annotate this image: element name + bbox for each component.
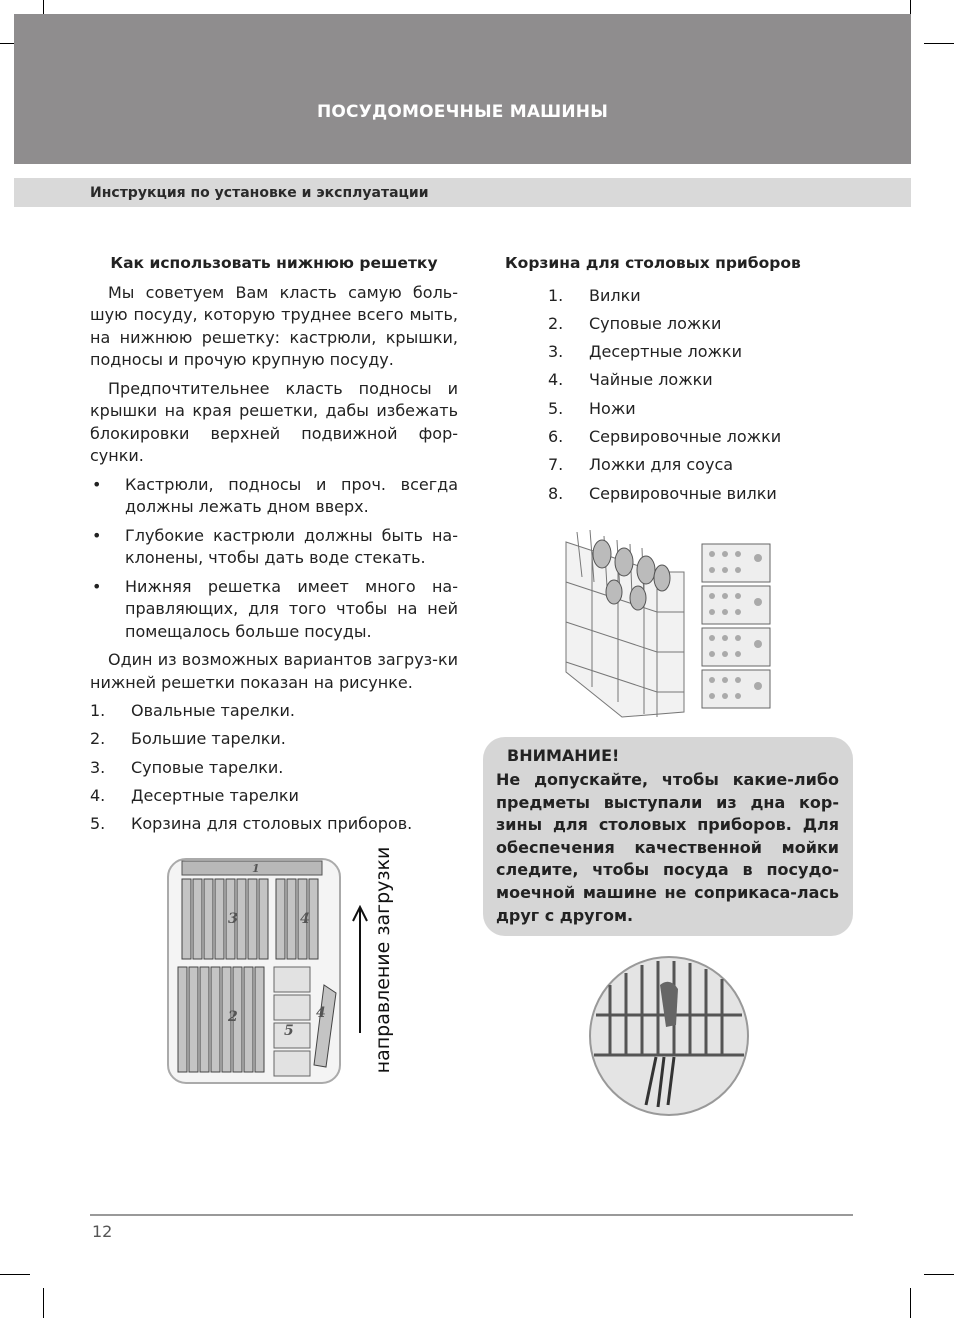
list-item: 6. Сервировочные ложки [548,426,782,446]
cutlery-list [505,285,855,511]
list-item: 5. Ножи [548,398,636,418]
dish-list [90,700,458,841]
bullet-icon: • [92,576,102,596]
bullet-text: Глубокие кастрюли должны быть на-клонены, чтобы дать воде стекать. [125,525,458,567]
svg-text:3: 3 [228,911,238,927]
load-direction-arrow-icon [350,905,370,1035]
paragraph: Мы советуем Вам класть самую боль-шую посуду, которую труднее всего мыть, на нижнюю решетку: кастрюли, крышки, подносы и прочую крупную посуду. [90,282,458,369]
subheader-band [14,178,911,207]
list-item: 4. Чайные ложки [548,370,713,390]
bullet-item [90,576,458,644]
list-item: 2. Большие тарелки. [90,729,286,749]
bullet-text: Кастрюли, подносы и проч. всегда должны лежать дном вверх. [125,474,458,516]
list-item: 7. Ложки для соуса [548,455,734,475]
left-heading: Как использовать нижнюю решетку [110,254,438,272]
list-item: 8. Сервировочные вилки [548,483,777,503]
bullet-text: Нижняя решетка имеет много на-правляющих, для того чтобы на ней помещалось больше посуды. [125,576,458,641]
basket-detail-illustration [588,955,750,1117]
list-item: 3. Десертные ложки [548,342,742,362]
warning-box [483,737,853,936]
page-title: ПОСУДОМОЕЧНЫЕ МАШИНЫ [316,102,609,122]
bullet-icon: • [92,525,102,545]
load-direction-label: направление загрузки [372,846,394,1074]
right-heading: Корзина для столовых приборов [505,254,801,272]
lower-rack-diagram [164,855,344,1087]
crop-mark [924,1274,954,1275]
svg-text:1: 1 [252,862,260,875]
document-subtitle: Инструкция по установке и эксплуатации [90,185,429,201]
footer-divider [90,1214,853,1216]
page-number: 12 [92,1222,113,1241]
paragraph: Предпочтительнее класть подносы и крышки на края решетки, дабы избежать блокировки верхней подвижной фор-сунки. [90,378,458,465]
crop-mark [924,43,954,44]
crop-mark [43,1288,44,1318]
svg-text:2: 2 [228,1009,238,1025]
list-item: 5. Корзина для столовых приборов. [90,814,413,834]
svg-text:4: 4 [316,1005,326,1021]
paragraph: Один из возможных вариантов загруз-ки нижней решетки показан на рисунке. [90,650,458,692]
svg-text:5: 5 [284,1023,294,1039]
right-column [505,252,855,511]
svg-text:4: 4 [300,911,310,927]
header-band [14,14,911,164]
cutlery-basket-illustration [562,522,774,720]
list-item: 4. Десертные тарелки [90,785,299,805]
list-item: 1. Овальные тарелки. [90,701,296,720]
list-item: 2. Суповые ложки [548,313,722,333]
bullet-item [90,525,458,570]
bullet-list [90,474,458,644]
list-item: 3. Суповые тарелки. [90,757,284,777]
left-column [90,252,458,841]
warning-title: ВНИМАНИЕ! [507,746,620,765]
crop-mark [910,1288,911,1318]
warning-text: Не допускайте, чтобы какие-либо предметы выступали из дна кор-зины для столовых приборов. Для обеспечения качественной мойки следите, чтобы посуда в посудо-моечной машине не соприкаса-лась друг с другом. [496,770,839,925]
bullet-icon: • [92,474,102,494]
bullet-item [90,474,458,519]
crop-mark [0,1274,30,1275]
list-item: 1. Вилки [548,285,641,305]
